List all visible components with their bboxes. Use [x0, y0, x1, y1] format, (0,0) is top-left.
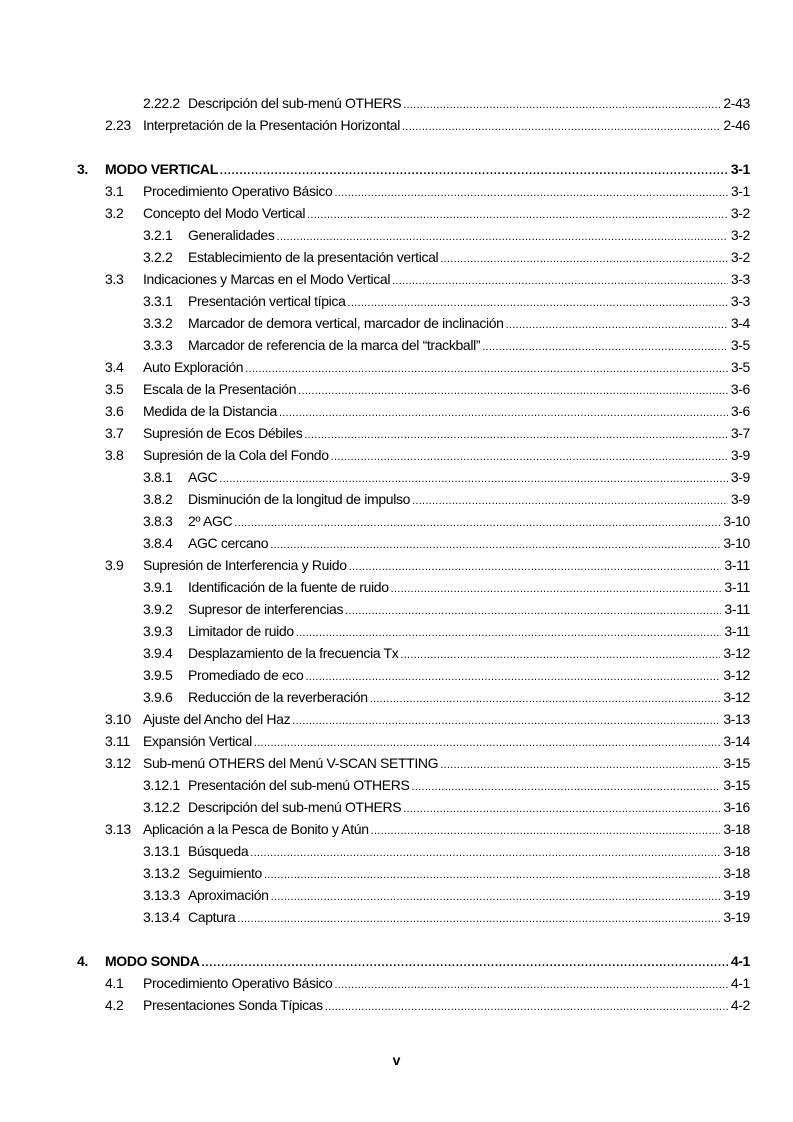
toc-entry-title: Presentación del sub-menú OTHERS: [188, 777, 410, 793]
toc-entry-page: 3-2: [730, 227, 750, 243]
toc-entry-page: 3-12: [723, 689, 750, 705]
toc-entry-title: Escala de la Presentación: [143, 381, 297, 397]
toc-entry: [143, 885, 750, 905]
toc-entry: [143, 335, 750, 355]
dot-leader: [345, 601, 721, 621]
toc-entry-title: Expansión Vertical: [143, 733, 252, 749]
toc-entry-page: 3-10: [723, 513, 750, 529]
dot-leader: [331, 447, 728, 467]
dot-leader: [411, 777, 720, 797]
dot-leader: [220, 161, 728, 181]
toc-entry: [105, 181, 750, 201]
toc-entry-page: 3-16: [723, 799, 750, 815]
toc-entry-number: 3.8.4: [143, 535, 173, 551]
toc-entry-title: Ajuste del Ancho del Haz: [143, 711, 291, 727]
toc-entry-title: Medida de la Distancia: [143, 403, 277, 419]
dot-leader: [279, 403, 728, 423]
toc-entry-title: Aproximación: [188, 887, 269, 903]
toc-entry: [143, 841, 750, 861]
toc-entry-page: 3-14: [723, 733, 750, 749]
toc-entry-number: 3.2: [105, 205, 124, 221]
toc-entry-title: Marcador de referencia de la marca del “trackball”: [188, 337, 481, 353]
dot-leader: [250, 843, 720, 863]
toc-entry-page: 3-2: [730, 249, 750, 265]
toc-entry-number: 3.9: [105, 557, 124, 573]
toc-entry: [105, 973, 750, 993]
toc-entry-title: MODO VERTICAL: [105, 161, 218, 177]
toc-entry-title: Procedimiento Operativo Básico: [143, 183, 333, 199]
toc-entry-page: 3-2: [730, 205, 750, 221]
toc-entry-title: Supresión de la Cola del Fondo: [143, 447, 329, 463]
toc-entry: [105, 423, 750, 443]
toc-entry: [143, 797, 750, 817]
toc-entry: [105, 401, 750, 421]
toc-entry-page: 3-11: [724, 623, 750, 639]
toc-entry-number: 4.: [77, 953, 88, 969]
toc-entry: [105, 445, 750, 465]
toc-entry-page: 3-4: [730, 315, 750, 331]
toc-entry-number: 3.9.5: [143, 667, 173, 683]
toc-entry: [143, 665, 750, 685]
toc-entry-title: Procedimiento Operativo Básico: [143, 975, 333, 991]
toc-entry-number: 3.8.2: [143, 491, 173, 507]
page-number: v: [392, 1052, 401, 1068]
toc-entry-number: 3.8: [105, 447, 124, 463]
dot-leader: [402, 117, 720, 137]
toc-entry-title: Presentación vertical típica: [188, 293, 346, 309]
toc-entry-page: 3-12: [723, 645, 750, 661]
toc-entry-title: Auto Exploración: [143, 359, 244, 375]
toc-entry-title: Generalidades: [188, 227, 275, 243]
dot-leader: [292, 711, 720, 731]
toc-entry-number: 3.9.1: [143, 579, 173, 595]
toc-entry-title: Limitador de ruido: [188, 623, 294, 639]
toc-entry-title: Interpretación de la Presentación Horizontal: [143, 117, 400, 133]
toc-entry-page: 3-3: [730, 271, 750, 287]
toc-entry-number: 3.9.2: [143, 601, 173, 617]
toc-entry: [143, 907, 750, 927]
toc-entry-page: 2-46: [723, 117, 750, 133]
toc-entry: [105, 555, 750, 575]
toc-entry: [143, 599, 750, 619]
toc-entry-number: 3.5: [105, 381, 124, 397]
toc-entry: [105, 203, 750, 223]
toc-entry-number: 3.9.4: [143, 645, 173, 661]
dot-leader: [305, 667, 720, 687]
dot-leader: [391, 579, 722, 599]
toc-entry-title: Descripción del sub-menú OTHERS: [188, 95, 402, 111]
toc-entry-page: 3-11: [724, 579, 750, 595]
toc-entry-number: 2.22.2: [143, 95, 180, 111]
toc-entry: [143, 577, 750, 597]
toc-entry: [105, 753, 750, 773]
toc-entry: [143, 467, 750, 487]
toc-entry-page: 3-6: [730, 403, 750, 419]
toc-entry-page: 3-5: [730, 337, 750, 353]
toc-entry-number: 3.2.2: [143, 249, 173, 265]
dot-leader: [371, 821, 721, 841]
dot-leader: [304, 425, 727, 445]
toc-entry: [143, 643, 750, 663]
toc-entry-title: Desplazamiento de la frecuencia Tx: [188, 645, 399, 661]
toc-entry-number: 3.11: [105, 733, 130, 749]
toc-entry: [143, 511, 750, 531]
toc-entry-page: 3-15: [723, 777, 750, 793]
toc-entry-title: 2º AGC: [188, 513, 233, 529]
toc-entry-number: 3.9.6: [143, 689, 173, 705]
dot-leader: [298, 381, 728, 401]
dot-leader: [370, 689, 721, 709]
dot-leader: [325, 997, 728, 1017]
toc-entry-number: 3.13.3: [143, 887, 180, 903]
toc-entry-page: 4-1: [730, 975, 750, 991]
toc-entry-page: 3-19: [723, 909, 750, 925]
toc-entry-title: Captura: [188, 909, 236, 925]
toc-entry: [143, 291, 750, 311]
toc-entry-page: 3-9: [730, 447, 750, 463]
toc-entry-title: Disminución de la longitud de impulso: [188, 491, 411, 507]
toc-entry-page: 3-18: [723, 821, 750, 837]
toc-entry-title: Reducción de la reverberación: [188, 689, 368, 705]
dot-leader: [482, 337, 728, 357]
toc-entry-title: Marcador de demora vertical, marcador de inclinación: [188, 315, 504, 331]
toc-entry-number: 4.1: [105, 975, 124, 991]
toc-entry-page: 3-1: [730, 183, 750, 199]
dot-leader: [348, 293, 728, 313]
toc-entry-number: 3.7: [105, 425, 124, 441]
toc-entry-title: Supresión de Interferencia y Ruido: [143, 557, 347, 573]
toc-entry-page: 3-15: [723, 755, 750, 771]
toc-entry-title: Identificación de la fuente de ruido: [188, 579, 389, 595]
dot-leader: [296, 623, 722, 643]
dot-leader: [234, 513, 720, 533]
toc-entry: [143, 775, 750, 795]
toc-entry-number: 3.1: [105, 183, 124, 199]
toc-entry-page: 3-1: [730, 161, 750, 177]
toc-entry-number: 3.12.2: [143, 799, 180, 815]
toc-entry-page: 3-9: [730, 469, 750, 485]
toc-entry-title: Descripción del sub-menú OTHERS: [188, 799, 402, 815]
toc-entry-page: 2-43: [723, 95, 750, 111]
toc-entry-page: 3-11: [724, 557, 750, 573]
toc-entry-title: Indicaciones y Marcas en el Modo Vertical: [143, 271, 391, 287]
toc-entry-title: Supresión de Ecos Débiles: [143, 425, 303, 441]
toc-entry-number: 3.9.3: [143, 623, 173, 639]
toc-entry: [105, 115, 750, 135]
toc-entry: [143, 247, 750, 267]
toc-entry-page: 3-10: [723, 535, 750, 551]
toc-entry-title: Sub-menú OTHERS del Menú V-SCAN SETTING: [143, 755, 439, 771]
toc-entry-title: MODO SONDA: [105, 953, 200, 969]
dot-leader: [202, 953, 728, 973]
toc-entry: [105, 357, 750, 377]
toc-entry-page: 3-18: [723, 865, 750, 881]
dot-leader: [237, 909, 720, 929]
toc-entry: [143, 687, 750, 707]
toc-entry-number: 3.13.1: [143, 843, 180, 859]
toc-entry-page: 3-7: [730, 425, 750, 441]
toc-entry-number: 2.23: [105, 117, 131, 133]
dot-leader: [307, 205, 728, 225]
toc-entry-title: Concepto del Modo Vertical: [143, 205, 306, 221]
dot-leader: [271, 887, 721, 907]
toc-entry-page: 3-6: [730, 381, 750, 397]
toc-entry-page: 3-11: [724, 601, 750, 617]
dot-leader: [403, 799, 720, 819]
toc-entry: [105, 269, 750, 289]
dot-leader: [270, 535, 720, 555]
toc-entry-number: 3.3.2: [143, 315, 173, 331]
dot-leader: [277, 227, 728, 247]
toc-entry-title: AGC: [188, 469, 218, 485]
toc-entry-page: 4-2: [730, 997, 750, 1013]
dot-leader: [349, 557, 722, 577]
dot-leader: [335, 975, 728, 995]
toc-entry-number: 3.: [77, 161, 88, 177]
toc-entry-title: Promediado de eco: [188, 667, 304, 683]
toc-entry-number: 3.8.1: [143, 469, 173, 485]
toc-entry-page: 3-9: [730, 491, 750, 507]
toc-entry: [105, 709, 750, 729]
toc-entry-number: 3.3: [105, 271, 124, 287]
dot-leader: [400, 645, 720, 665]
dot-leader: [506, 315, 728, 335]
toc-entry-number: 3.13.4: [143, 909, 180, 925]
toc-entry: [105, 731, 750, 751]
toc-entry: [143, 93, 750, 113]
toc-entry-page: 3-12: [723, 667, 750, 683]
toc-entry-title: Supresor de interferencias: [188, 601, 344, 617]
dot-leader: [392, 271, 728, 291]
toc-entry: [143, 489, 750, 509]
toc-entry-title: Establecimiento de la presentación vertical: [188, 249, 439, 265]
toc-entry-title: Seguimiento: [188, 865, 262, 881]
toc-entry-number: 3.4: [105, 359, 124, 375]
toc-entry-title: Presentaciones Sonda Típicas: [143, 997, 323, 1013]
dot-leader: [219, 469, 728, 489]
toc-entry-title: Aplicación a la Pesca de Bonito y Atún: [143, 821, 369, 837]
toc-entry-number: 3.2.1: [143, 227, 173, 243]
toc-entry-number: 3.12: [105, 755, 131, 771]
toc-entry: [105, 995, 750, 1015]
toc-entry: [143, 313, 750, 333]
dot-leader: [412, 491, 728, 511]
toc-entry-number: 3.6: [105, 403, 124, 419]
dot-leader: [264, 865, 720, 885]
toc-entry-page: 3-3: [730, 293, 750, 309]
toc-entry-number: 3.8.3: [143, 513, 173, 529]
toc-entry-number: 4.2: [105, 997, 124, 1013]
dot-leader: [335, 183, 728, 203]
dot-leader: [440, 249, 727, 269]
toc-entry: [77, 159, 750, 179]
toc-entry: [143, 863, 750, 883]
toc-entry: [77, 951, 750, 971]
toc-entry-page: 3-13: [723, 711, 750, 727]
dot-leader: [403, 95, 720, 115]
toc-entry-number: 3.3.1: [143, 293, 173, 309]
toc-entry-page: 3-5: [730, 359, 750, 375]
dot-leader: [254, 733, 720, 753]
toc-entry-number: 3.10: [105, 711, 131, 727]
dot-leader: [245, 359, 728, 379]
toc-entry-number: 3.12.1: [143, 777, 180, 793]
toc-entry-number: 3.13.2: [143, 865, 180, 881]
toc-entry-page: 4-1: [730, 953, 750, 969]
toc-entry: [143, 621, 750, 641]
toc-entry: [143, 225, 750, 245]
dot-leader: [440, 755, 720, 775]
toc-entry: [105, 819, 750, 839]
toc-entry-number: 3.3.3: [143, 337, 173, 353]
toc-entry-page: 3-19: [723, 887, 750, 903]
toc-entry: [143, 533, 750, 553]
toc-entry-number: 3.13: [105, 821, 131, 837]
toc-entry-title: AGC cercano: [188, 535, 269, 551]
toc-entry: [105, 379, 750, 399]
toc-entry-page: 3-18: [723, 843, 750, 859]
toc-entry-title: Búsqueda: [188, 843, 249, 859]
